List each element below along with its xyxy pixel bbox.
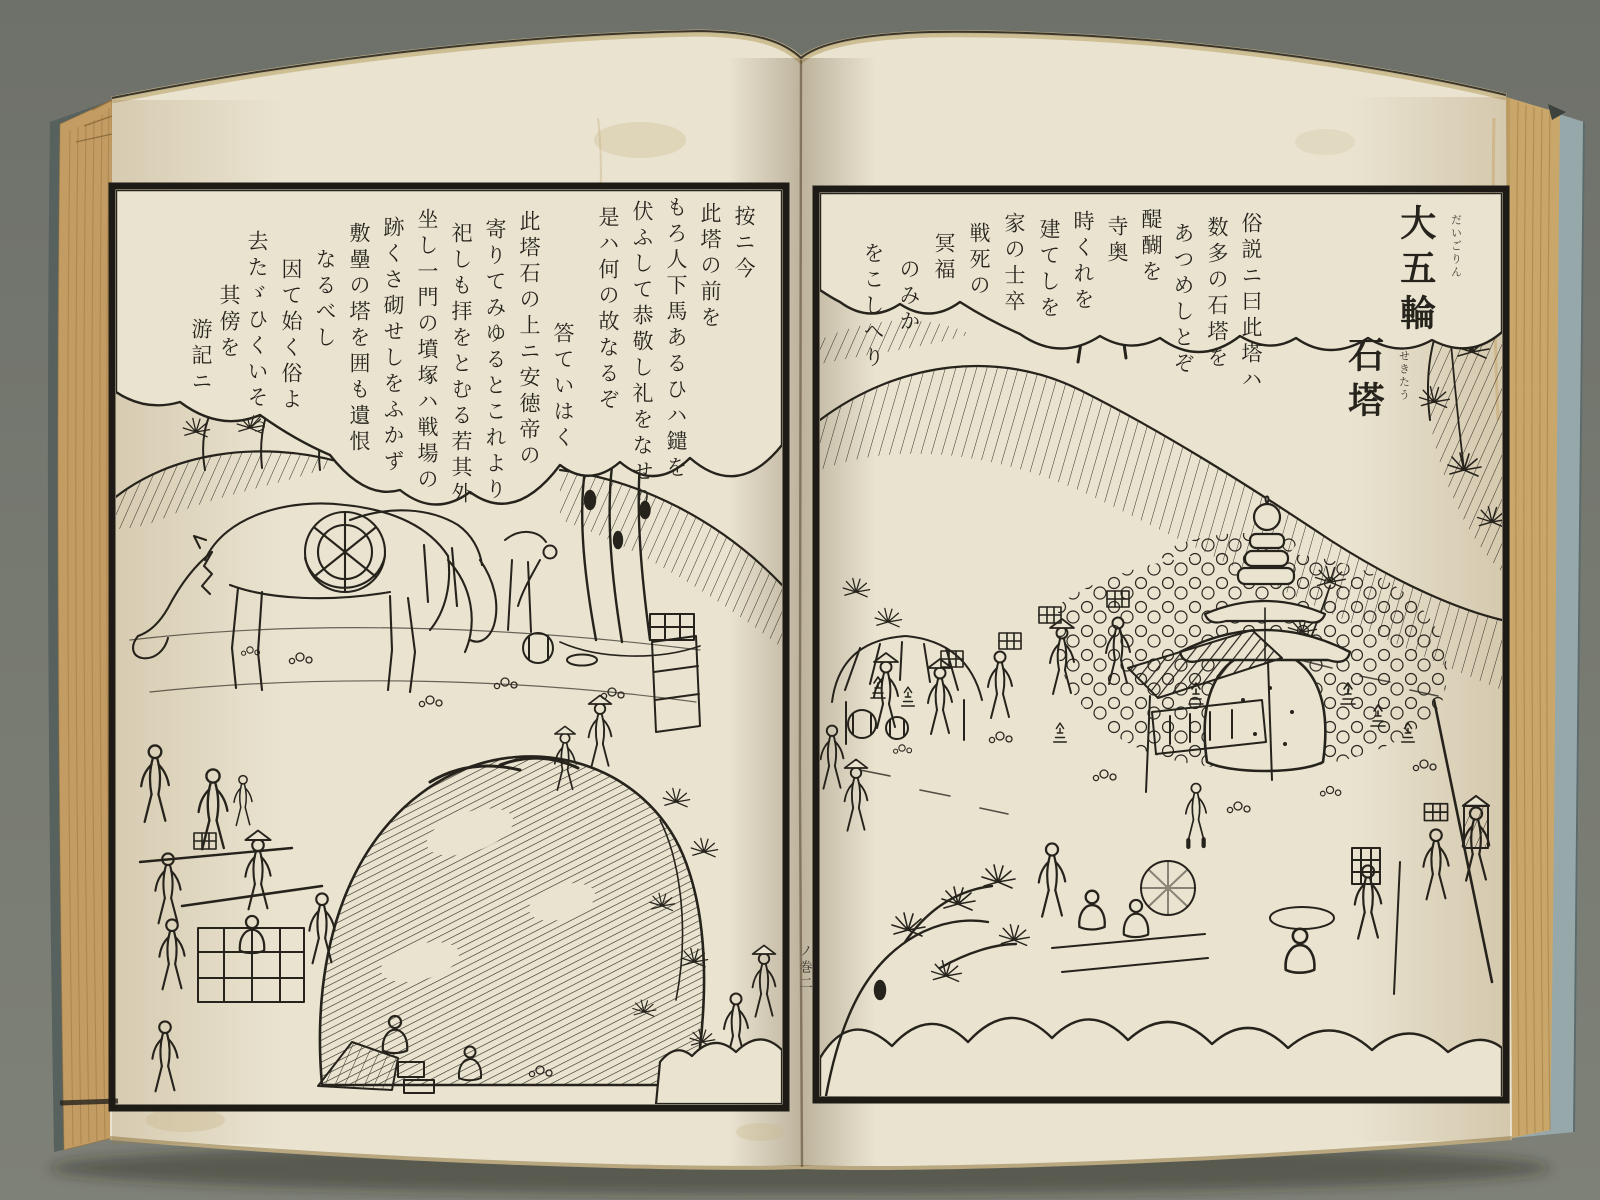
text-column: 去たゞひくいそろ bbox=[245, 230, 270, 438]
hashira-volume-mark: ノ巻二 bbox=[796, 944, 812, 992]
text-column: なるべし bbox=[313, 248, 338, 352]
text-column: 家の士卒 bbox=[1002, 212, 1027, 316]
text-column: 敷壘の塔を囲も遺恨 bbox=[347, 222, 372, 456]
text-column: もろ人下馬あるひハ鑓を bbox=[664, 196, 689, 482]
left-page-edge-stack bbox=[48, 100, 112, 1152]
text-column: 是ハ何の故なるぞ bbox=[596, 206, 621, 414]
text-column: 冥福 bbox=[932, 232, 957, 284]
text-column: 寺奥 bbox=[1105, 215, 1130, 267]
text-column: 答ていはく bbox=[551, 322, 576, 452]
text-column: 按ニ今 bbox=[732, 205, 757, 283]
text-column: 祀しも拝をとむる若其外 bbox=[449, 222, 474, 508]
text-column: 寄りてみゆるとこれより bbox=[483, 218, 508, 504]
text-column: をこしへり bbox=[861, 242, 886, 372]
text-column: あつめしとぞ bbox=[1171, 222, 1196, 378]
text-column: 俗説ニ曰此塔ハ bbox=[1239, 212, 1264, 394]
text-column: 時くれを bbox=[1071, 210, 1096, 314]
text-column: 建てしを bbox=[1037, 218, 1062, 322]
section-title-main-furigana: だいごりん bbox=[1449, 214, 1463, 279]
text-column: 此塔の前を bbox=[698, 202, 723, 332]
section-title-main: 大五輪 bbox=[1394, 204, 1437, 339]
text-column: 此塔石の上ニ安徳帝の bbox=[517, 210, 542, 470]
section-title-sub: 石塔 bbox=[1342, 336, 1385, 426]
text-column: 戦死の bbox=[967, 222, 992, 300]
text-column: 因て始く俗よ bbox=[279, 258, 304, 414]
text-column: 醍醐を bbox=[1139, 208, 1164, 286]
text-column: のみか bbox=[897, 258, 922, 336]
text-column: 其傍を bbox=[217, 284, 242, 362]
text-column: 伏ふして恭敬し礼をなせり bbox=[630, 200, 655, 512]
text-column: 游記ニ bbox=[189, 318, 214, 396]
text-column: 坐し一門の墳塚ハ戦場の bbox=[415, 208, 440, 494]
text-column: 跡くさ砌せしをふかず bbox=[381, 216, 406, 476]
section-title-sub-furigana: せきたう bbox=[1397, 350, 1411, 402]
right-page-edge-stack bbox=[1506, 97, 1584, 1138]
text-column: 数多の石塔を bbox=[1205, 216, 1230, 372]
